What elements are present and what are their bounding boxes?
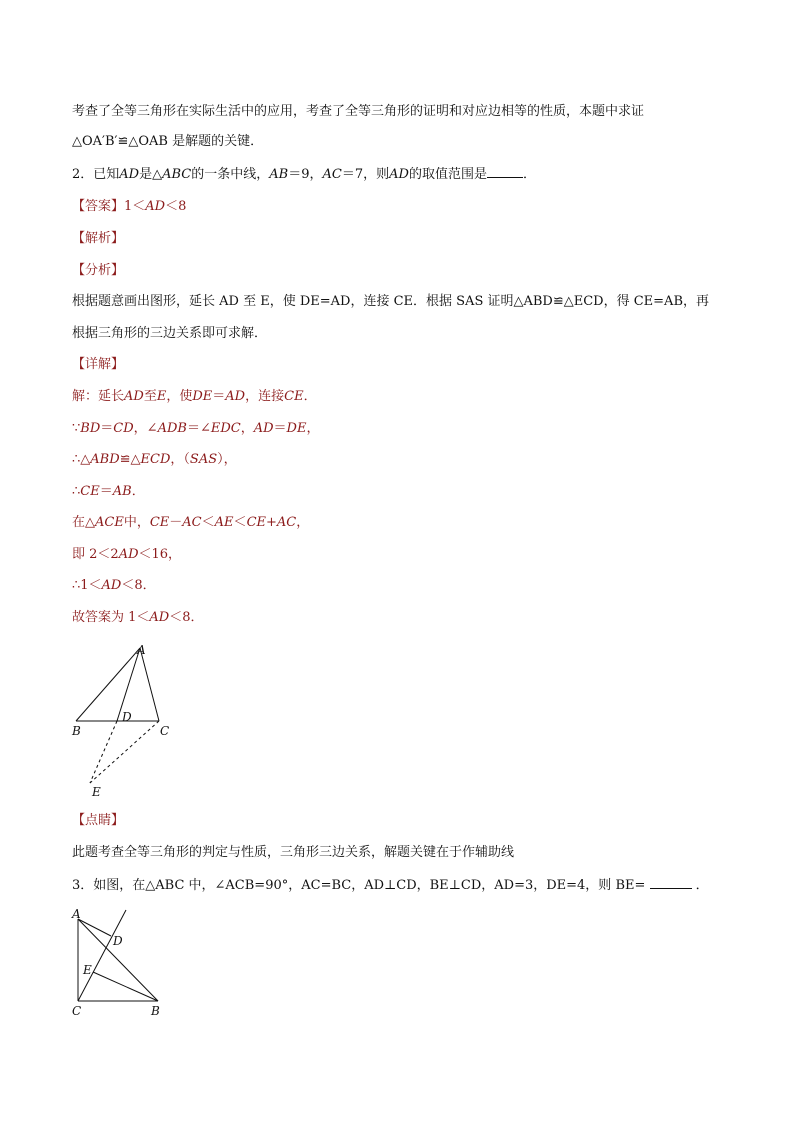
fenxi-line-2: 根据三角形的三边关系即可求解． bbox=[72, 326, 268, 341]
segment-ce-dashed bbox=[90, 721, 159, 783]
label-d: D bbox=[113, 934, 123, 948]
label-d: D bbox=[122, 710, 132, 724]
line-cd bbox=[78, 910, 126, 1001]
analysis-label: 【解析】 bbox=[72, 231, 125, 246]
label-b: B bbox=[151, 1004, 160, 1018]
answer-line: 【答案】1＜AD＜8 bbox=[72, 199, 187, 214]
figure-triangle-abc-median bbox=[60, 640, 190, 802]
xiangjie-label: 【详解】 bbox=[72, 357, 125, 372]
segment-be bbox=[93, 972, 158, 1001]
label-a: A bbox=[137, 643, 146, 657]
solution-step-3: ∴△ABD≌△ECD，（SAS）， bbox=[72, 452, 237, 467]
segment-ac bbox=[140, 648, 159, 721]
question-2-stem: 2．已知AD是△ABC的一条中线，AB＝9，AC＝7，则AD的取值范围是 ． bbox=[72, 167, 536, 182]
solution-step-5: 在△ACE中，CE－AC＜AE＜CE+AC， bbox=[72, 515, 310, 530]
solution-step-1: 解：延长AD至E，使DE＝AD，连接CE． bbox=[72, 389, 317, 404]
label-e: E bbox=[92, 785, 101, 799]
fenxi-line-1: 根据题意画出图形，延长 AD 至 E，使 DE=AD，连接 CE．根据 SAS 证明△ABD≌△ECD，得 CE=AB，再 bbox=[72, 294, 709, 309]
solution-step-2: ∵BD＝CD，∠ADB＝∠EDC，AD＝DE， bbox=[72, 421, 320, 436]
segment-de-dashed bbox=[90, 721, 117, 783]
solution-step-4: ∴CE＝AB． bbox=[72, 484, 145, 499]
dianjing-text: 此题考查全等三角形的判定与性质，三角形三边关系，解题关键在于作辅助线 bbox=[72, 845, 515, 860]
label-e: E bbox=[83, 963, 92, 977]
solution-step-6: 即 2＜2AD＜16， bbox=[72, 547, 182, 562]
answer-blank-3 bbox=[650, 876, 692, 889]
figure-right-triangle-abc bbox=[66, 905, 176, 1020]
label-a: A bbox=[72, 907, 81, 921]
dianjing-label: 【点睛】 bbox=[72, 813, 125, 828]
fenxi-label: 【分析】 bbox=[72, 263, 125, 278]
label-c: C bbox=[160, 724, 170, 738]
question-3-stem: 3．如图，在△ABC 中，∠ACB=90°，AC=BC，AD⊥CD，BE⊥CD，AD=3，DE=4，则 BE= ． bbox=[72, 878, 709, 893]
label-c: C bbox=[72, 1004, 82, 1018]
intro-line-1: 考查了全等三角形在实际生活中的应用，考查了全等三角形的证明和对应边相等的性质，本题中求证 bbox=[72, 104, 645, 119]
answer-blank bbox=[487, 165, 523, 178]
segment-ad bbox=[78, 919, 111, 936]
segment-ab bbox=[78, 919, 158, 1001]
intro-line-2: △OA′B′≌△OAB 是解题的关键． bbox=[72, 134, 264, 149]
label-b: B bbox=[72, 724, 81, 738]
solution-step-8: 故答案为 1＜AD＜8． bbox=[72, 610, 204, 625]
solution-step-7: ∴1＜AD＜8． bbox=[72, 578, 156, 593]
